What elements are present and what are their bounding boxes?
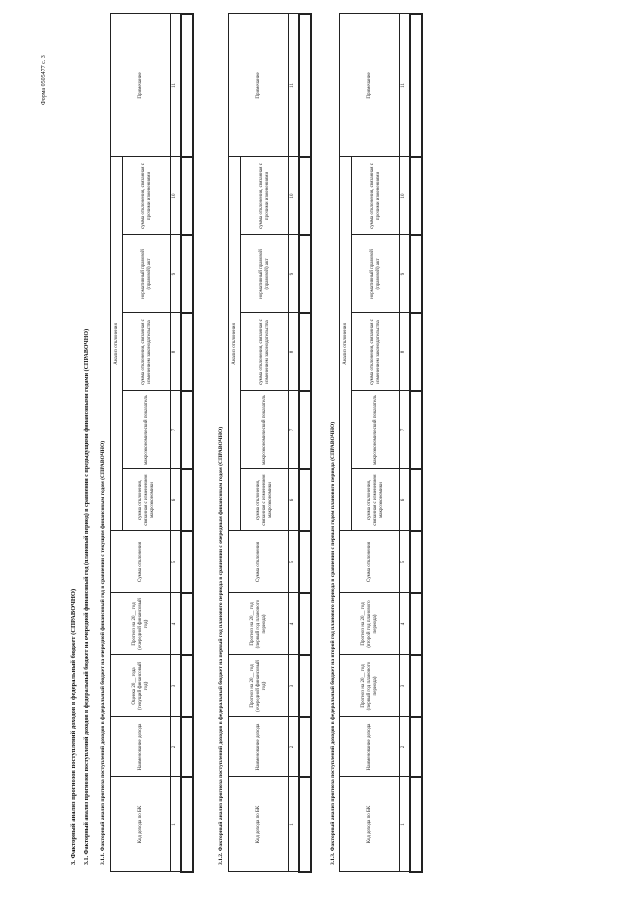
table-cell xyxy=(299,313,311,391)
table-1-title: 3.1.1. Факторный анализ прогноза поступлений доходов в федеральный бюджет на очередной финансовый год в сравнении с текущим финансовым годом (СПРАВОЧНО) xyxy=(100,440,106,865)
col-number: 7 xyxy=(171,391,181,469)
col-number: 6 xyxy=(289,469,299,531)
col-number: 9 xyxy=(171,235,181,313)
table-cell xyxy=(410,391,422,469)
col-number: 10 xyxy=(171,157,181,235)
col-income-name: Наименование дохода xyxy=(111,717,171,777)
table-cell xyxy=(410,777,422,872)
col-number: 5 xyxy=(400,531,410,593)
col-deviation: Сумма отклонения xyxy=(340,531,400,593)
col-number: 2 xyxy=(400,717,410,777)
col-number: 6 xyxy=(400,469,410,531)
col-number: 4 xyxy=(400,593,410,655)
col-number: 9 xyxy=(400,235,410,313)
col-macro-deviation: сумма отклонения, связанная с изменением макроэкономики xyxy=(123,469,171,531)
col-number: 11 xyxy=(171,14,181,157)
table-2-title: 3.1.2. Факторный анализ прогноза поступлений доходов в федеральный бюджет на первый год планового периода в сравнении с очередным финансовым годом (СПРАВОЧНО) xyxy=(218,426,224,865)
col-law-deviation: сумма отклонения, связанная с изменением законодательства xyxy=(352,313,400,391)
table-cell xyxy=(299,469,311,531)
table-3-title: 3.1.3. Факторный анализ прогноза поступлений доходов в федеральный бюджет на второй год планового периода в сравнении с первым годом планового периода (СПРАВОЧНО) xyxy=(330,421,336,865)
col-deviation-analysis: Анализ отклонения xyxy=(340,157,352,531)
col-number: 1 xyxy=(289,777,299,872)
col-forecast-year: Прогноз на 20__ год (первый год планового периода) xyxy=(229,593,289,655)
table-cell xyxy=(181,391,193,469)
form-code: Форма 0505477 с. 3 xyxy=(41,55,47,105)
table-cell xyxy=(410,157,422,235)
table-cell xyxy=(181,14,193,157)
col-number: 8 xyxy=(400,313,410,391)
table-cell xyxy=(181,531,193,593)
table-cell xyxy=(299,717,311,777)
section-heading: 3. Факторный анализ прогнозов поступлений доходов в федеральный бюджет (СПРАВОЧНО) xyxy=(70,588,77,865)
col-number: 6 xyxy=(171,469,181,531)
col-number: 7 xyxy=(289,391,299,469)
table-cell xyxy=(299,157,311,235)
col-number: 2 xyxy=(171,717,181,777)
table-cell xyxy=(410,531,422,593)
section-subheading: 3.1. Факторный анализ прогнозов поступлений доходов в федеральный бюджет на очередной финансовый год (плановый период) в сравнении с предыдущими финансовыми годами (СПРАВОЧНО) xyxy=(84,328,90,865)
col-macro-indicator: макроэкономический показатель xyxy=(123,391,171,469)
col-law-deviation: сумма отклонения, связанная с изменением законодательства xyxy=(123,313,171,391)
table-cell xyxy=(299,531,311,593)
col-deviation-analysis: Анализ отклонения xyxy=(229,157,241,531)
col-number: 1 xyxy=(400,777,410,872)
table-cell xyxy=(410,235,422,313)
col-macro-indicator: макроэкономический показатель xyxy=(352,391,400,469)
col-number: 10 xyxy=(400,157,410,235)
col-macro-indicator: макроэкономический показатель xyxy=(241,391,289,469)
col-note: Примечание xyxy=(340,14,400,157)
col-income-code: Код дохода по БК xyxy=(111,777,171,872)
col-note: Примечание xyxy=(111,14,171,157)
col-forecast-year: Прогноз на 20__ год (второй год планового периода) xyxy=(340,593,400,655)
table-cell xyxy=(181,157,193,235)
factor-table-3 xyxy=(339,13,423,873)
col-deviation: Сумма отклонения xyxy=(111,531,171,593)
col-other-deviation: сумма отклонения, связанная с прочими изменениями xyxy=(352,157,400,235)
table-cell xyxy=(181,655,193,717)
col-deviation-analysis: Анализ отклонения xyxy=(111,157,123,531)
col-base-year: Прогноз на 20__ год (очередной финансовый год) xyxy=(229,655,289,717)
table-cell xyxy=(410,593,422,655)
col-number: 9 xyxy=(289,235,299,313)
table-row xyxy=(181,14,193,872)
col-legal-act: нормативный правовой (правовой) акт xyxy=(352,235,400,313)
col-legal-act: нормативный правовой (правовой) акт xyxy=(241,235,289,313)
table-cell xyxy=(410,313,422,391)
col-number: 10 xyxy=(289,157,299,235)
table-cell xyxy=(410,469,422,531)
col-income-name: Наименование дохода xyxy=(340,717,400,777)
table-cell xyxy=(299,14,311,157)
col-macro-deviation: сумма отклонения, связанная с изменением макроэкономики xyxy=(241,469,289,531)
table-cell xyxy=(299,777,311,872)
table-cell xyxy=(410,717,422,777)
table-cell xyxy=(299,235,311,313)
table-cell xyxy=(410,655,422,717)
col-base-year: Оценка 20__ года (текущий финансовый год) xyxy=(111,655,171,717)
table-cell xyxy=(299,391,311,469)
col-number: 1 xyxy=(171,777,181,872)
table-cell xyxy=(299,655,311,717)
table-cell xyxy=(181,469,193,531)
col-number: 8 xyxy=(289,313,299,391)
col-number: 7 xyxy=(400,391,410,469)
col-law-deviation: сумма отклонения, связанная с изменением законодательства xyxy=(241,313,289,391)
col-other-deviation: сумма отклонения, связанная с прочими изменениями xyxy=(241,157,289,235)
table-cell xyxy=(181,593,193,655)
table-cell xyxy=(410,14,422,157)
col-number: 3 xyxy=(289,655,299,717)
table-row xyxy=(410,14,422,872)
col-number: 4 xyxy=(289,593,299,655)
table-cell xyxy=(181,777,193,872)
col-base-year: Прогноз на 20__ год (первый год планового периода) xyxy=(340,655,400,717)
col-other-deviation: сумма отклонения, связанная с прочими изменениями xyxy=(123,157,171,235)
col-number: 4 xyxy=(171,593,181,655)
col-note: Примечание xyxy=(229,14,289,157)
col-number: 3 xyxy=(171,655,181,717)
col-macro-deviation: сумма отклонения, связанная с изменением макроэкономики xyxy=(352,469,400,531)
col-number: 2 xyxy=(289,717,299,777)
table-cell xyxy=(181,235,193,313)
factor-table-1 xyxy=(110,13,194,873)
col-number: 5 xyxy=(171,531,181,593)
col-income-code: Код дохода по БК xyxy=(229,777,289,872)
table-cell xyxy=(181,717,193,777)
col-income-name: Наименование дохода xyxy=(229,717,289,777)
factor-table-2 xyxy=(228,13,312,873)
col-number: 11 xyxy=(289,14,299,157)
col-income-code: Код дохода по БК xyxy=(340,777,400,872)
col-legal-act: нормативный правовой (правовой) акт xyxy=(123,235,171,313)
col-number: 11 xyxy=(400,14,410,157)
col-number: 3 xyxy=(400,655,410,717)
col-deviation: Сумма отклонения xyxy=(229,531,289,593)
col-number: 5 xyxy=(289,531,299,593)
table-row xyxy=(299,14,311,872)
table-cell xyxy=(299,593,311,655)
table-cell xyxy=(181,313,193,391)
col-forecast-year: Прогноз на 20__ год (очередной финансовый год) xyxy=(111,593,171,655)
col-number: 8 xyxy=(171,313,181,391)
